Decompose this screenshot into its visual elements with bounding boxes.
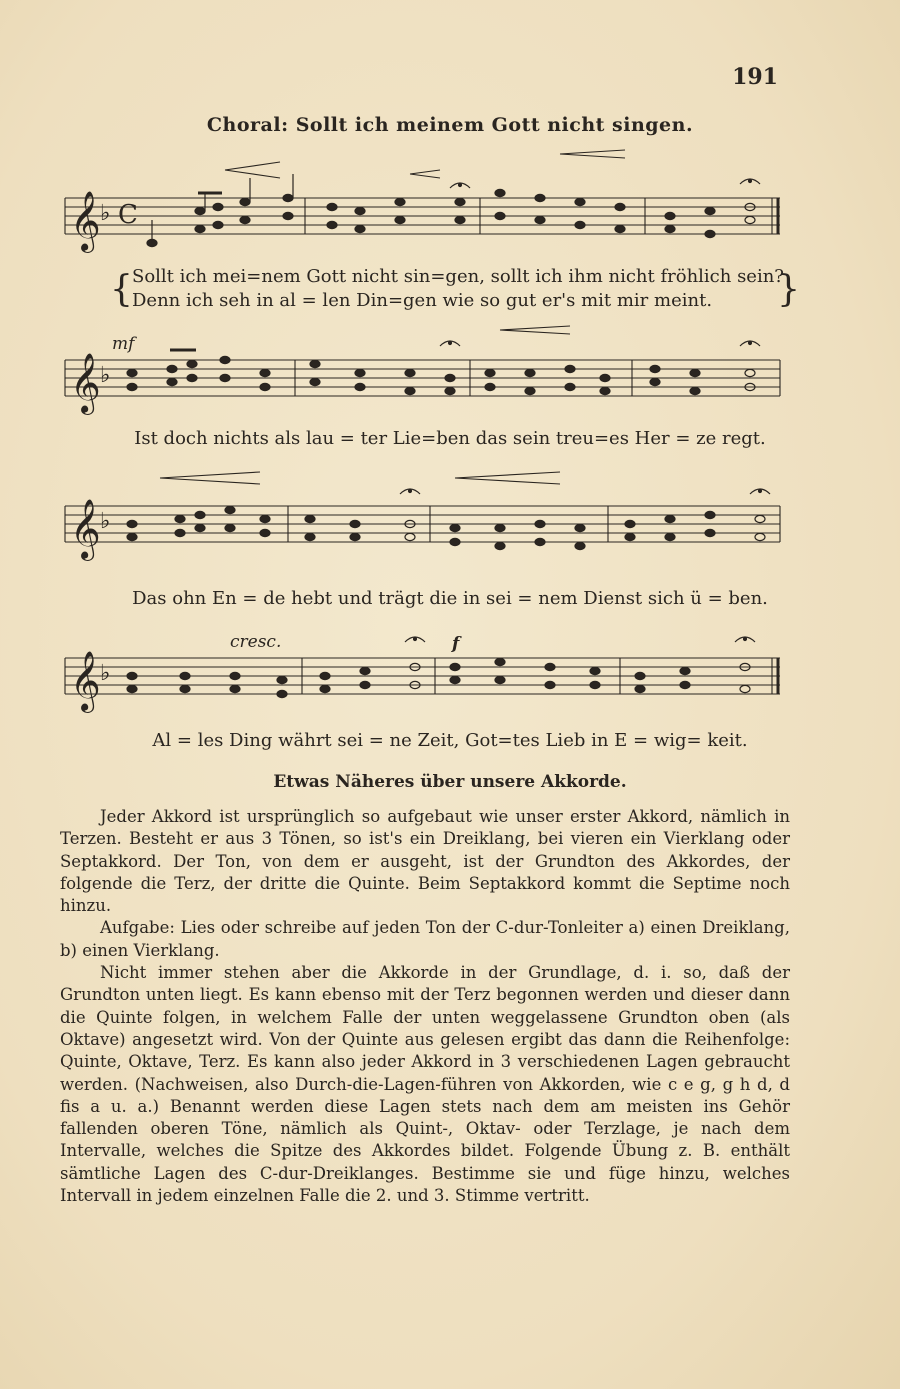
svg-text:♭: ♭ — [100, 509, 111, 534]
lyrics-system-2: Ist doch nichts als lau = ter Lie=ben das sein treu=es Her = ze regt. — [134, 428, 766, 449]
staff-4-notation — [60, 622, 790, 732]
page-number: 191 — [732, 64, 778, 90]
body-text — [60, 806, 790, 1207]
dynamic-mf: mf — [112, 334, 135, 354]
svg-text:𝄞: 𝄞 — [70, 191, 101, 251]
paragraph-1: Jeder Akkord ist ursprünglich so aufgebaut wie unser erster Akkord, nämlich in Terzen. Besteht er aus 3 Tönen, so ist's ein Dreiklang, bei vieren ein Vierklang oder Septakkord. Der Ton, von dem er ausgeht, ist der Grundton des Akkordes, der folgende die Terz, der dritte die Quinte. Beim Septakkord kommt die Septime noch hinzu. — [60, 807, 790, 916]
lyrics-system-3: Das ohn En = de hebt und trägt die in sei = nem Dienst sich ü = ben. — [132, 588, 768, 609]
staff-2-notation — [60, 320, 790, 430]
svg-text:♭: ♭ — [100, 661, 111, 686]
svg-text:♭: ♭ — [100, 363, 111, 388]
music-staff-system-1 — [60, 148, 790, 258]
music-staff-system-4 — [60, 622, 790, 732]
paragraph-3: Nicht immer stehen aber die Akkorde in der Grundlage, d. i. so, daß der Grundton unten liegt. Es kann ebenso mit der Terz begonnen werden und dieser dann die Quinte folgen, in welchem Falle der unten weggelassene Grundton oben (als Oktave) angesetzt wird. Von der Quinte aus gelesen ergibt das dann die Reihenfolge: Quinte, Oktave, Terz. Es kann also jeder Akkord in 3 verschiedenen Lagen gebraucht werden. (Nachweisen, also Durch-die-Lagen-führen von Akkorden, wie c e g, g h d, d fis a u. a.) Benannt werden diese Lagen stets nach dem am meisten ins Gehör fallenden oberen Töne, nämlich als Quint-, Oktav- oder Terzlage, je nach dem Intervalle, welches die Spitze des Akkordes bildet. Folgende Übung z. B. enthält sämtliche Lagen des C-dur-Dreiklanges. Bestimme sie und füge hinzu, welches Intervall in jedem einzelnen Falle die 2. und 3. Stimme vertritt. — [60, 963, 790, 1206]
svg-text:♭: ♭ — [100, 201, 111, 226]
music-staff-system-3 — [60, 466, 790, 576]
lyrics-pair-system-1: { Sollt ich mei=nem Gott nicht sin=gen, sollt ich ihm nicht fröhlich sein? Denn ich seh in al = len Din=gen wie so gut er's mit mir meint. } — [110, 266, 800, 314]
choral-title: Choral: Sollt ich meinem Gott nicht singen. — [206, 114, 694, 136]
lyrics-line-1: Sollt ich mei=nem Gott nicht sin=gen, sollt ich ihm nicht fröhlich sein? — [132, 266, 784, 287]
paragraph-2: Aufgabe: Lies oder schreibe auf jeden Ton der C-dur-Tonleiter a) einen Dreiklang, b) einen Vierklang. — [60, 918, 790, 960]
dynamic-f: f — [452, 634, 460, 654]
music-staff-system-2 — [60, 320, 790, 430]
svg-text:𝄞: 𝄞 — [70, 499, 101, 559]
staff-1-notation — [60, 148, 790, 258]
dynamic-cresc: cresc. — [230, 632, 282, 652]
svg-text:𝄞: 𝄞 — [70, 353, 101, 413]
lyrics-line-2: Denn ich seh in al = len Din=gen wie so gut er's mit mir meint. — [132, 290, 713, 311]
section-heading: Etwas Näheres über unsere Akkorde. — [273, 772, 627, 792]
staff-3-notation — [60, 466, 790, 576]
lyrics-system-4: Al = les Ding währt sei = ne Zeit, Got=tes Lieb in E = wig= keit. — [152, 730, 748, 751]
svg-text:𝄞: 𝄞 — [70, 651, 101, 711]
svg-text:C: C — [118, 200, 138, 230]
